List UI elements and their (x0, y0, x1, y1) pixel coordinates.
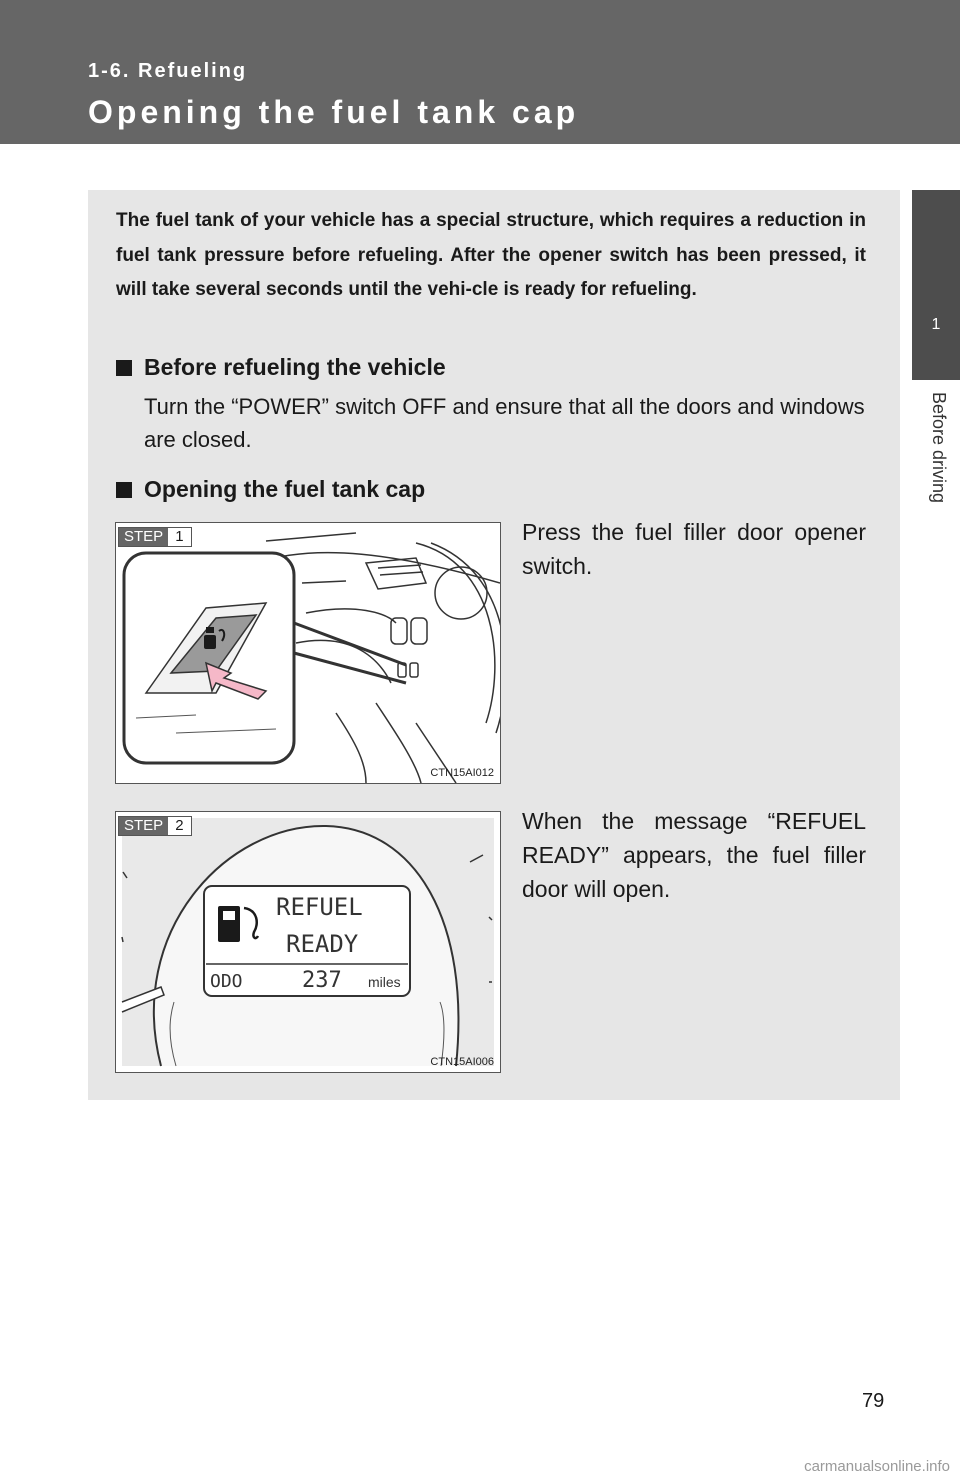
dashboard-switch-illustration (116, 523, 500, 783)
figure-code: CTN15AI006 (430, 1056, 494, 1068)
chapter-tab-label: Before driving (929, 392, 949, 504)
meter-display-illustration (116, 812, 500, 1072)
step1-badge (118, 527, 192, 547)
subheading-text: Opening the fuel tank cap (144, 476, 426, 502)
step2-illustration (115, 811, 501, 1073)
section-label: 1-6. Refueling (88, 60, 248, 82)
page-header (0, 0, 960, 144)
content-panel (88, 190, 900, 1100)
chapter-tab (912, 190, 960, 380)
chapter-tab-number: 1 (931, 316, 941, 333)
intro-paragraph: The fuel tank of your vehicle has a special structure, which requires a reduction in fuel tank pressure before refueling. After the opener switch has been pressed, it will take several seconds until the vehi-cle is ready for refueling. (116, 210, 866, 300)
display-line1: REFUEL (276, 893, 363, 921)
odo-label: ODO (210, 971, 243, 992)
step-number: 1 (168, 528, 190, 546)
display-line2: READY (286, 930, 359, 958)
step-word: STEP (119, 817, 168, 835)
step1-text: Press the fuel filler door opener switch. (522, 519, 866, 579)
page-number: 79 (862, 1390, 885, 1412)
square-bullet-icon (116, 482, 132, 498)
page-title: Opening the fuel tank cap (88, 94, 580, 130)
step2-badge (118, 816, 192, 836)
odo-value: 237 (302, 968, 342, 993)
step2-text: When the message “REFUEL READY” appears, the fuel filler door will open. (522, 808, 866, 902)
subheading-opening-cap (116, 476, 425, 503)
step-word: STEP (119, 528, 168, 546)
before-refueling-text: Turn the “POWER” switch OFF and ensure that all the doors and windows are closed. (144, 394, 865, 452)
watermark: carmanualsonline.info (804, 1458, 950, 1475)
step1-illustration (115, 522, 501, 784)
figure-code: CTN15AI012 (430, 767, 494, 779)
odo-unit: miles (368, 974, 401, 990)
subheading-text: Before refueling the vehicle (144, 354, 446, 380)
step-number: 2 (168, 817, 190, 835)
subheading-before-refueling (116, 354, 446, 381)
square-bullet-icon (116, 360, 132, 376)
